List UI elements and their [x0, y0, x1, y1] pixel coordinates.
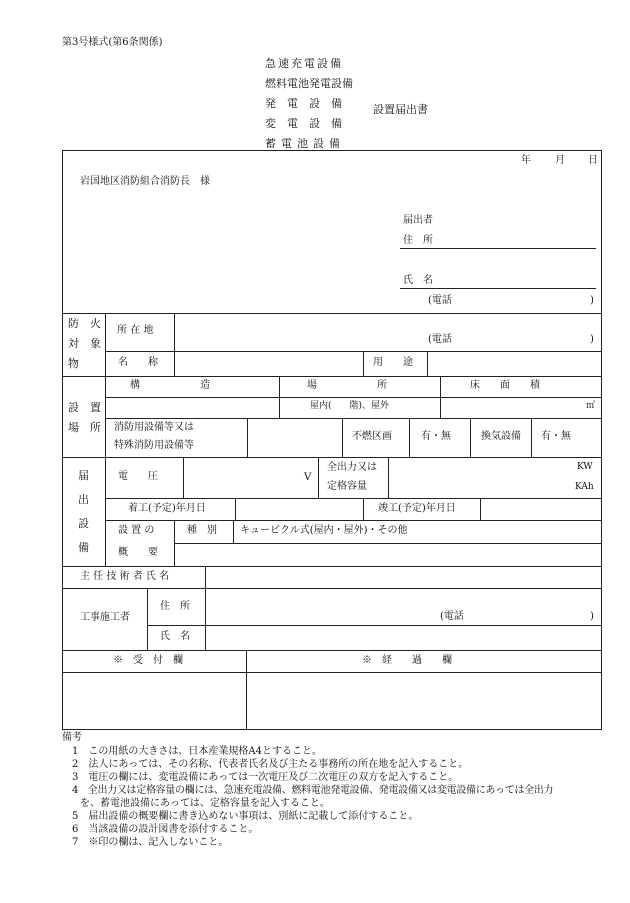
note-item: 6 当該設備の設計図書を添付すること。 — [72, 824, 259, 835]
note-item: 3 電圧の欄には、変電設備にあっては一次電圧及び二次電圧の双方を記入すること。 — [72, 772, 459, 783]
output-unit-kw: KW — [577, 462, 593, 472]
rule-outline-label — [174, 520, 175, 566]
equipment-label-2: 特殊消防用設備等 — [114, 440, 194, 451]
rule-equip-top — [62, 457, 602, 458]
contractor-label: 工事施工者 — [80, 612, 130, 623]
site-section-label-1: 設 置 — [68, 401, 101, 414]
fireproof-yes-no[interactable]: 有・無 — [421, 431, 451, 442]
ventilation-yes-no[interactable]: 有・無 — [541, 431, 571, 442]
applicant-name-line[interactable] — [400, 288, 596, 289]
note-item: を、蓄電池設備にあっては、定格容量を記入すること。 — [80, 798, 330, 809]
note-item: 1 この用紙の大きさは、日本産業規格A4とすること。 — [72, 746, 322, 757]
applicant-address-label: 住 所 — [403, 235, 433, 246]
target-section-label-1: 防 火 — [68, 317, 101, 330]
target-section-label-2: 対 象 — [68, 337, 101, 350]
structure-label: 構 造 — [130, 380, 210, 391]
reception-label: ※ 受 付 欄 — [113, 655, 183, 666]
rule-equip-3 — [174, 543, 602, 544]
type-value[interactable]: キュービクル式(屋内・屋外)・その他 — [240, 525, 408, 536]
rule-section-divider — [105, 313, 106, 566]
rule-engineer-top — [62, 566, 602, 567]
rule-finish-left — [363, 498, 364, 520]
title-item-battery: 蓄電池設備 — [265, 137, 345, 150]
target-section-label-3: 物 — [68, 357, 79, 370]
output-unit-kah: KAh — [575, 482, 594, 492]
engineer-label: 主 任 技 術 者 氏 名 — [80, 571, 170, 582]
rule-start-date — [235, 498, 236, 520]
reception-field[interactable] — [63, 673, 246, 729]
note-item: 2 法人にあっては、その名称、代表者氏名及び主たる事務所の所在地を記入すること。 — [72, 759, 469, 770]
rule-type-label — [233, 520, 234, 543]
note-item: 4 全出力又は定格容量の欄には、急速充電設備、燃料電池発電設備、発電設備又は変電設備にあっては全出力 — [72, 785, 554, 796]
rule-target-top — [62, 313, 602, 314]
contractor-address-label: 住 所 — [160, 601, 190, 612]
title-item-generator: 発 電 設 備 — [265, 97, 342, 110]
finish-date-label: 竣工(予定)年月日 — [378, 503, 456, 514]
rule-contractor-mid — [147, 625, 602, 626]
date-day-label: 日 — [588, 155, 598, 166]
output-label-1: 全出力又は — [327, 462, 377, 473]
rule-contractor-top — [62, 588, 602, 589]
equipment-label-1: 消防用設備等又は — [114, 422, 194, 433]
contractor-phone-close: ) — [590, 611, 594, 622]
equip-section-label-2: 出 — [78, 493, 89, 506]
rule-voltage-label — [183, 457, 184, 498]
rule-target-label-col — [174, 313, 175, 376]
ventilation-label: 換気設備 — [481, 431, 521, 442]
rule-vent-right — [531, 418, 532, 457]
date-month-label: 月 — [555, 155, 565, 166]
location-phone-label: (電話 — [428, 334, 452, 345]
applicant-label: 届出者 — [403, 215, 433, 226]
applicant-name-label: 氏 名 — [403, 275, 433, 286]
rule-vent-left — [470, 418, 471, 457]
contractor-name-label: 氏 名 — [160, 631, 190, 642]
title-suffix: 設置届出書 — [373, 103, 428, 116]
rule-footer-top — [62, 650, 602, 651]
rule-output-right — [388, 457, 389, 498]
note-item: 5 届出設備の概要欄に書き込めない事項は、別紙に記載して添付すること。 — [72, 811, 419, 822]
applicant-phone-label: (電話 — [428, 295, 452, 306]
progress-field[interactable] — [247, 673, 601, 729]
equip-section-label-1: 届 — [78, 469, 89, 482]
location-label: 所 在 地 — [117, 325, 154, 336]
rule-use-left — [363, 351, 364, 376]
contractor-phone-label: (電話 — [440, 611, 464, 622]
outline-label-1: 設 置 の — [118, 525, 155, 536]
rule-site-2 — [105, 418, 602, 419]
start-date-label: 着工(予定)年月日 — [128, 503, 206, 514]
equip-section-label-3: 設 — [78, 517, 89, 530]
rule-structure-place — [279, 376, 280, 418]
form-number: 第3号様式(第6条関係) — [62, 37, 163, 48]
rule-use-right — [427, 351, 428, 376]
place-label: 場 所 — [307, 380, 387, 391]
voltage-label: 電 圧 — [118, 471, 158, 482]
type-label: 種 別 — [187, 525, 217, 536]
site-section-label-2: 場 所 — [68, 421, 101, 434]
rule-fireproof-right — [409, 418, 410, 457]
voltage-unit: V — [304, 472, 312, 483]
floor-area-label: 床 面 積 — [470, 380, 540, 391]
rule-equip-2 — [105, 520, 602, 521]
rule-place-area — [440, 376, 441, 418]
notes-heading: 備考 — [62, 732, 82, 743]
title-item-fuel-cell: 燃料電池発電設備 — [265, 77, 353, 90]
rule-fireproof-left — [342, 418, 343, 457]
floor-text: 屋内( 階)、屋外 — [310, 401, 390, 411]
area-unit: ㎡ — [586, 401, 596, 411]
applicant-address-line[interactable] — [400, 248, 596, 249]
note-item: 7 ※印の欄は、記入しないこと。 — [72, 837, 229, 848]
addressee: 岩国地区消防組合消防長 様 — [80, 176, 210, 187]
rule-output-left — [318, 457, 319, 498]
target-name-label: 名 称 — [118, 357, 158, 368]
target-use-label: 用 途 — [373, 357, 413, 368]
rule-target-mid — [105, 351, 602, 352]
rule-equip-1 — [105, 498, 602, 499]
progress-label: ※ 経 過 欄 — [362, 655, 452, 666]
equip-section-label-4: 備 — [78, 541, 89, 554]
location-phone-close: ) — [590, 334, 594, 345]
rule-finish-right — [480, 498, 481, 520]
rule-engineer-label — [205, 566, 206, 650]
rule-equipment-label — [247, 418, 248, 457]
outline-label-2: 概 要 — [118, 547, 158, 558]
rule-site-1 — [105, 397, 602, 398]
title-item-transformer: 変 電 設 備 — [265, 117, 342, 130]
rule-site-top — [62, 376, 602, 377]
rule-contractor-label — [147, 588, 148, 650]
date-year-label: 年 — [521, 155, 531, 166]
output-label-2: 定格容量 — [327, 481, 367, 492]
applicant-phone-close: ) — [590, 295, 594, 306]
title-item-quick-charge: 急速充電設備 — [265, 57, 343, 70]
fireproof-label: 不燃区画 — [352, 431, 392, 442]
